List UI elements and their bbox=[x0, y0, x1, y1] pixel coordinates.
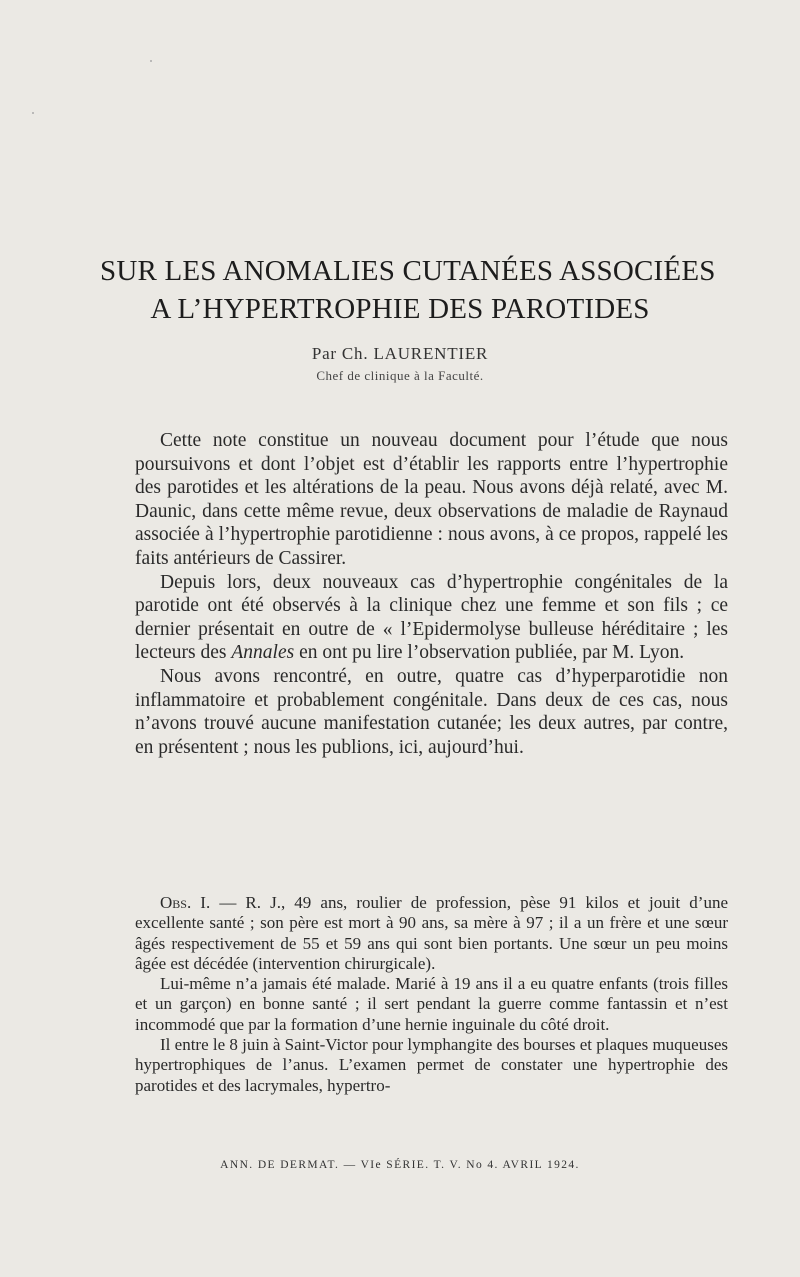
introduction bbox=[135, 429, 728, 759]
intro-paragraph: Cette note constitue un nouveau document pour l’étude que nous poursuivons et dont l’objet est d’établir les rapports entre l’hypertrophie des parotides et les altérations de la peau. Nous avons déjà relaté, avec M. Daunic, dans cette même revue, deux observations de maladie de Raynaud associée à l’hypertrophie parotidienne : nous avons, à ce propos, rappelé les faits antérieurs de Cassirer. bbox=[135, 430, 728, 569]
journal-name: Annales bbox=[231, 642, 295, 664]
observation-paragraph bbox=[135, 893, 728, 974]
observation-text: — R. J., 49 ans, roulier de profession, pèse 91 kilos et jouit d’une excellente santé ; son père est mort à 90 ans, sa mère à 97 ; il a un frère et une sœur âgés respectivement de 55 et 59 ans qui sont bien portants. Une sœur un peu moins âgée est décédée (intervention chirurgicale). bbox=[135, 893, 728, 973]
paper-speck bbox=[150, 60, 152, 62]
intro-text: en ont pu lire l’observation publiée, par M. Lyon. bbox=[294, 642, 685, 664]
title-line-1: SUR LES ANOMALIES CUTANÉES ASSOCIÉES bbox=[100, 255, 716, 287]
title-line-2: A L’HYPERTROPHIE DES PAROTIDES bbox=[150, 293, 650, 325]
observation-paragraph: Lui-même n’a jamais été malade. Marié à 19 ans il a eu quatre enfants (trois filles et un garçon) en bonne santé ; il sert pendant la guerre comme fantassin et n’est incommodé que par la formation d’une hernie inguinale du côté droit. bbox=[135, 974, 728, 1034]
observation-section bbox=[135, 893, 728, 1096]
paper-speck bbox=[32, 112, 34, 114]
author-affiliation: Chef de clinique à la Faculté. bbox=[316, 368, 484, 383]
observation-label: Obs. I. bbox=[160, 893, 211, 912]
intro-text: Depuis lors, deux nouveaux cas d’hypertrophie congénitales de la parotide ont été observés à la clinique chez une femme et son fils ; ce dernier présentait en outre de « l’Epidermolyse bulleuse héréditaire ; les lecteurs des bbox=[135, 571, 728, 664]
article-title bbox=[100, 252, 716, 328]
author-byline: Par Ch. LAURENTIER bbox=[311, 344, 489, 363]
intro-paragraph bbox=[135, 571, 728, 665]
page-footer: ANN. DE DERMAT. — VIe SÉRIE. T. V. No 4. AVRIL 1924. bbox=[220, 1159, 580, 1171]
intro-paragraph: Nous avons rencontré, en outre, quatre cas d’hyperparotidie non inflammatoire et probablement congénitale. Dans deux de ces cas, nous n’avons trouvé aucune manifestation cutanée; les deux autres, par contre, en présentent ; nous les publions, ici, aujourd’hui. bbox=[135, 665, 728, 758]
observation-paragraph: Il entre le 8 juin à Saint-Victor pour lymphangite des bourses et plaques muqueuses hypertrophiques de l’anus. L’examen permet de constater une hypertrophie des parotides et des lacrymales, hypertro- bbox=[135, 1035, 728, 1095]
